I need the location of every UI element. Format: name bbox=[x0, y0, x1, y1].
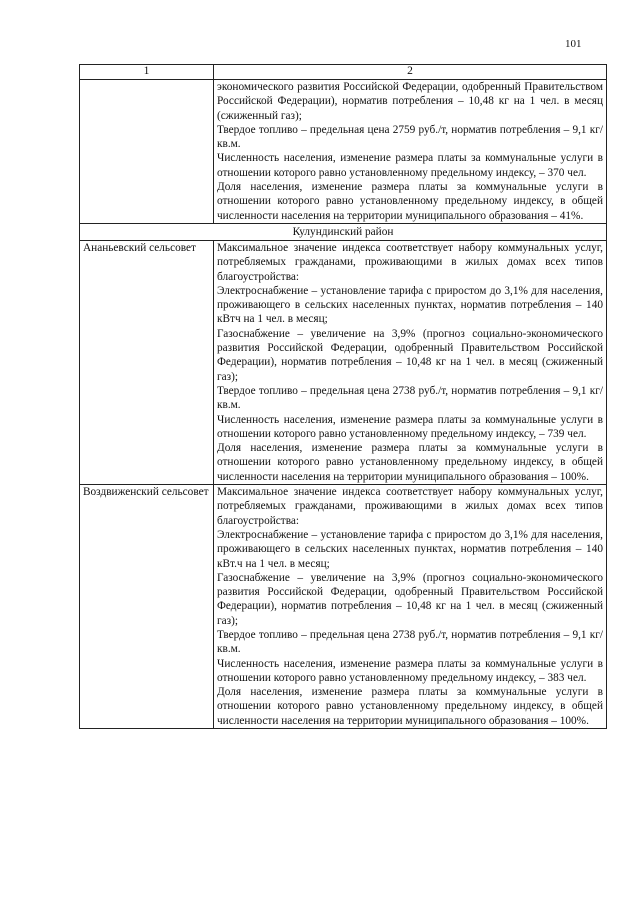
paragraph: Доля населения, изменение размера платы за коммунальные услуги в отношении которого равно установленному предельному индексу, в общей численности населения на территории муниципального образования – 41%. bbox=[217, 181, 603, 222]
column-number-2: 2 bbox=[214, 65, 607, 80]
description-cell bbox=[214, 485, 607, 729]
table-row bbox=[80, 485, 607, 729]
page-number: 101 bbox=[565, 38, 582, 50]
paragraph: Электроснабжение – установление тарифа с приростом до 3,1% для населения, проживающего в сельских населенных пунктах, норматив потребления – 140 кВтч на 1 чел. в месяц; bbox=[217, 284, 603, 326]
paragraph: Численность населения, изменение размера платы за коммунальные услуги в отношении которого равно установленному предельному индексу, – 383 чел. bbox=[217, 657, 603, 684]
paragraph: Максимальное значение индекса соответствует набору коммунальных услуг, потребляемых гражданами, проживающими в жилых домах всех типов благоустройства: bbox=[217, 241, 603, 283]
paragraph: Твердое топливо – предельная цена 2738 руб./т, норматив потребления – 9,1 кг/кв.м. bbox=[217, 628, 603, 656]
paragraph: Газоснабжение – увеличение на 3,9% (прогноз социально-экономического развития Российской Федерации, одобренный Правительством Российской Федерации), норматив потребления – 10,48 кг на 1 чел. в месяц (сжиженный газ); bbox=[217, 571, 603, 627]
paragraph: Доля населения, изменение размера платы за коммунальные услуги в отношении которого равно установленному предельному индексу, в общей численности населения на территории муниципального образования – 100%. bbox=[217, 442, 603, 483]
document-table bbox=[79, 64, 607, 729]
paragraph: Максимальное значение индекса соответствует набору коммунальных услуг, потребляемых гражданами, проживающими в жилых домах всех типов благоустройства: bbox=[217, 486, 603, 527]
paragraph: Твердое топливо – предельная цена 2759 руб./т, норматив потребления – 9,1 кг/кв.м. bbox=[217, 123, 603, 151]
paragraph: Газоснабжение – увеличение на 3,9% (прогноз социально-экономического развития Российской Федерации, одобренный Правительством Российской Федерации), норматив потребления – 10,48 кг на 1 чел. в месяц (сжиженный газ); bbox=[217, 327, 603, 383]
table-row-continuation bbox=[80, 80, 607, 224]
paragraph: Доля населения, изменение размера платы за коммунальные услуги в отношении которого равно установленному предельному индексу, в общей численности населения на территории муниципального образования – 100%. bbox=[217, 686, 603, 727]
table-header-row bbox=[80, 65, 607, 80]
district-title: Кулундинский район bbox=[80, 223, 607, 240]
table-row bbox=[80, 240, 607, 484]
description-cell bbox=[214, 80, 607, 224]
paragraph: Численность населения, изменение размера платы за коммунальные услуги в отношении которого равно установленному предельному индексу, – 739 чел. bbox=[217, 413, 603, 440]
municipality-name-cell: Воздвиженский сельсовет bbox=[80, 485, 214, 729]
paragraph: экономического развития Российской Федерации, одобренный Правительством Российской Федерации), норматив потребления – 10,48 кг на 1 чел. в месяц (сжиженный газ); bbox=[217, 81, 603, 122]
paragraph: Численность населения, изменение размера платы за коммунальные услуги в отношении которого равно установленному предельному индексу, – 370 чел. bbox=[217, 152, 603, 179]
district-row bbox=[80, 223, 607, 240]
column-number-1: 1 bbox=[80, 65, 214, 80]
paragraph: Электроснабжение – установление тарифа с приростом до 3,1% для населения, проживающего в сельских населенных пунктах, норматив потребления – 140 кВт.ч на 1 чел. в месяц; bbox=[217, 528, 603, 570]
municipality-name-cell: Ананьевский сельсовет bbox=[80, 240, 214, 484]
municipality-name-cell bbox=[80, 80, 214, 224]
paragraph: Твердое топливо – предельная цена 2738 руб./т, норматив потребления – 9,1 кг/кв.м. bbox=[217, 384, 603, 412]
description-cell bbox=[214, 240, 607, 484]
